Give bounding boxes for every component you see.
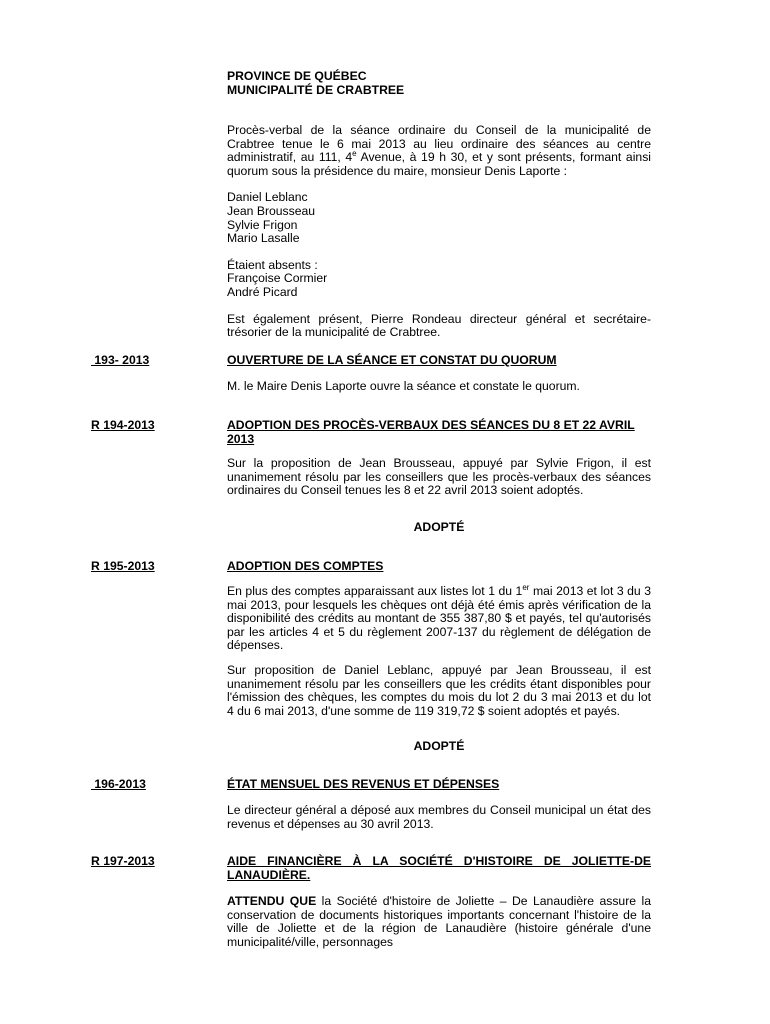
resolution-number: R 197-2013 <box>91 854 155 868</box>
section-body: Sur la proposition de Jean Brousseau, appuyé par Sylvie Frigon, il est unanimement résolu par les conseillers que les procès-verbaux des séances ordinaires du Conseil tenues les 8 et 22 avril 2013 soient adoptés. <box>227 456 651 498</box>
section-title: ADOPTION DES COMPTES <box>227 559 384 573</box>
municipality-heading: MUNICIPALITÉ DE CRABTREE <box>227 82 405 97</box>
absent-label: Étaient absents : <box>227 257 318 272</box>
resolution-number: R 195-2013 <box>91 559 155 573</box>
resolution-number: R 194-2013 <box>91 418 155 432</box>
absent-member: André Picard <box>227 284 298 299</box>
section-body: M. le Maire Denis Laporte ouvre la séance et constate le quorum. <box>227 379 580 393</box>
document-header <box>227 70 404 97</box>
adopted-label: ADOPTÉ <box>413 739 465 753</box>
section-body: Le directeur général a déposé aux membres du Conseil municipal un état des revenus et dépenses au 30 avril 2013. <box>227 803 651 831</box>
resolution-number: 196-2013 <box>91 777 146 791</box>
section-title: ÉTAT MENSUEL DES REVENUS ET DÉPENSES <box>227 777 500 791</box>
intro-block <box>227 124 651 340</box>
present-list <box>227 191 651 245</box>
section-title: AIDE FINANCIÈRE À LA SOCIÉTÉ D'HISTOIRE DE JOLIETTE-DE LANAUDIÈRE. <box>227 854 651 882</box>
adopted-label: ADOPTÉ <box>413 520 465 534</box>
also-present-paragraph: Est également présent, Pierre Rondeau directeur général et secrétaire-trésorier de la municipalité de Crabtree. <box>227 311 651 340</box>
resolution-number: 193- 2013 <box>91 353 150 367</box>
section-title: ADOPTION DES PROCÈS-VERBAUX DES SÉANCES DU 8 ET 22 AVRIL 2013 <box>227 418 635 446</box>
present-member: Mario Lasalle <box>227 231 300 246</box>
present-member: Sylvie Frigon <box>227 217 298 232</box>
present-member: Jean Brousseau <box>227 203 316 218</box>
section-body-second: Sur proposition de Daniel Leblanc, appuyé par Jean Brousseau, il est unanimement résolu par les conseillers que les crédits étant disponibles pour l'émission des chèques, les comptes du mois du lot 2 du 3 mai 2013 et du lot 4 du 6 mai 2013, d'une somme de 119 319,72 $ soient adoptés et payés. <box>227 663 651 718</box>
present-member: Daniel Leblanc <box>227 190 308 205</box>
section-body: En plus des comptes apparaissant aux listes lot 1 du 1er mai 2013 et lot 3 du 3 mai 2013, pour lesquels les chèques ont déjà été émis après vérification de la disponibilité des crédits au montant de 355 387,80 $ et payés, tel qu'autorisés par les articles 4 et 5 du règlement 2007-137 du règlement de délégation de dépenses. <box>227 582 651 653</box>
attendu-que-lead: ATTENDU QUE <box>227 894 317 908</box>
intro-paragraph: Procès-verbal de la séance ordinaire du Conseil de la municipalité de Crabtree tenue le 6 mai 2013 au lieu ordinaire des séances au centre administratif, au 111, 4e Avenue, à 19 h 30, et y sont présents, formant ainsi quorum sous la présidence du maire, monsieur Denis Laporte : <box>227 123 651 178</box>
section-body: ATTENDU QUE la Société d'histoire de Joliette – De Lanaudière assure la conservation de documents historiques importants concernant l'histoire de la ville de Joliette et de la région de Lanaudière (histoire générale d'une municipalité/ville, personnages <box>227 894 651 949</box>
section-title: OUVERTURE DE LA SÉANCE ET CONSTAT DU QUORUM <box>227 353 557 367</box>
absent-member: Françoise Cormier <box>227 271 328 286</box>
province-heading: PROVINCE DE QUÉBEC <box>227 69 367 83</box>
